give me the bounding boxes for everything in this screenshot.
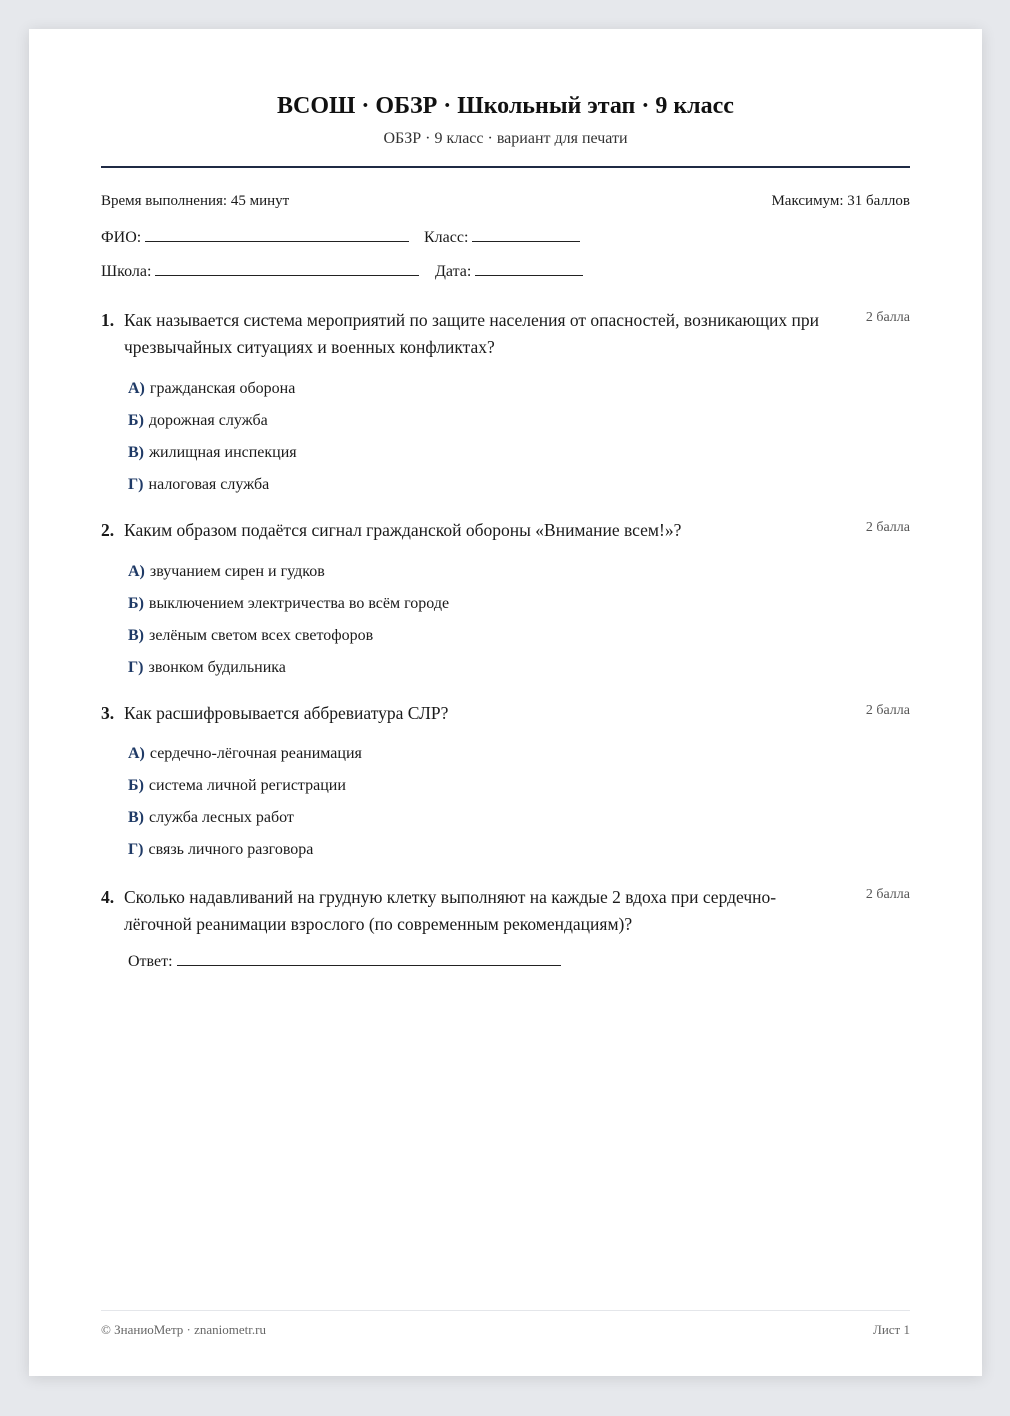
option-letter: В) bbox=[128, 627, 144, 644]
option-text: гражданская оборона bbox=[149, 380, 296, 397]
page-title: ВСОШ · ОБЗР · Школьный этап · 9 класс bbox=[277, 93, 734, 119]
options-list bbox=[101, 738, 910, 866]
date-line[interactable] bbox=[475, 259, 583, 276]
options-list bbox=[101, 556, 910, 684]
option-letter: Г) bbox=[128, 476, 144, 493]
option-text: звучанием сирен и гудков bbox=[149, 563, 325, 580]
option-letter: Г) bbox=[128, 659, 144, 676]
option-b[interactable] bbox=[101, 405, 910, 437]
option-text: связь личного разговора bbox=[148, 841, 314, 858]
school-line[interactable] bbox=[155, 259, 419, 276]
class-label: Класс: bbox=[424, 229, 469, 246]
option-text: выключением электричества во всём городе bbox=[148, 595, 450, 612]
fio-label: ФИО: bbox=[101, 229, 142, 246]
option-letter: А) bbox=[128, 563, 145, 580]
question-head bbox=[101, 884, 910, 938]
option-v[interactable] bbox=[101, 620, 910, 652]
answer-line[interactable] bbox=[177, 951, 561, 966]
question-head bbox=[101, 700, 910, 727]
option-text: дорожная служба bbox=[148, 412, 268, 429]
time-limit: Время выполнения: 45 минут bbox=[101, 193, 290, 209]
option-g[interactable] bbox=[101, 652, 910, 684]
options-list bbox=[101, 373, 910, 501]
option-letter: Б) bbox=[128, 595, 144, 612]
question-number: 1. bbox=[101, 310, 115, 330]
date-field bbox=[435, 259, 583, 281]
footer-copyright: © ЗнаниоМетр · znaniometr.ru bbox=[101, 1322, 266, 1337]
option-text: система личной регистрации bbox=[148, 777, 346, 794]
footer-page-number: Лист 1 bbox=[873, 1322, 910, 1337]
answer-label: Ответ: bbox=[128, 953, 173, 970]
question-4 bbox=[101, 884, 910, 971]
option-text: сердечно-лёгочная реанимация bbox=[149, 745, 362, 762]
page-subtitle: ОБЗР · 9 класс · вариант для печати bbox=[383, 130, 628, 147]
question-3 bbox=[101, 700, 910, 866]
question-text: Как расшифровывается аббревиатура СЛР? bbox=[124, 703, 449, 723]
option-a[interactable] bbox=[101, 556, 910, 588]
option-text: звонком будильника bbox=[148, 659, 286, 676]
class-line[interactable] bbox=[472, 225, 580, 242]
question-text: Сколько надавливаний на грудную клетку выполняют на каждые 2 вдоха при сердечно-лёгочной реанимации взрослого (по современным рекомендациям)? bbox=[124, 887, 777, 934]
question-points: 2 балла bbox=[865, 310, 910, 325]
option-letter: Б) bbox=[128, 412, 144, 429]
fio-field bbox=[101, 225, 409, 247]
class-field bbox=[424, 225, 580, 247]
option-v[interactable] bbox=[101, 437, 910, 469]
school-label: Школа: bbox=[101, 263, 152, 280]
question-1 bbox=[101, 307, 910, 501]
option-text: зелёным светом всех светофоров bbox=[149, 627, 374, 644]
question-head bbox=[101, 517, 910, 544]
sheet-content bbox=[101, 29, 910, 1376]
question-points: 2 балла bbox=[865, 887, 910, 902]
option-b[interactable] bbox=[101, 770, 910, 802]
question-number: 2. bbox=[101, 520, 115, 540]
question-number: 4. bbox=[101, 887, 115, 907]
footer-divider bbox=[101, 1310, 910, 1311]
question-2 bbox=[101, 517, 910, 684]
question-head bbox=[101, 307, 910, 361]
question-number: 3. bbox=[101, 703, 115, 723]
option-g[interactable] bbox=[101, 469, 910, 501]
option-text: налоговая служба bbox=[148, 476, 270, 493]
question-text: Как называется система мероприятий по защите населения от опасностей, возникающих при чрезвычайных ситуациях и военных конфликтах? bbox=[124, 310, 819, 357]
question-points: 2 балла bbox=[865, 703, 910, 718]
option-g[interactable] bbox=[101, 834, 910, 866]
question-text: Каким образом подаётся сигнал гражданской обороны «Внимание всем!»? bbox=[124, 520, 682, 540]
option-letter: В) bbox=[128, 444, 144, 461]
question-points: 2 балла bbox=[865, 520, 910, 535]
exam-sheet bbox=[29, 29, 982, 1376]
max-score: Максимум: 31 баллов bbox=[771, 193, 910, 209]
option-letter: А) bbox=[128, 745, 145, 762]
answer-field bbox=[101, 951, 910, 971]
option-text: служба лесных работ bbox=[149, 809, 294, 826]
school-field bbox=[101, 259, 419, 281]
option-text: жилищная инспекция bbox=[149, 444, 297, 461]
option-b[interactable] bbox=[101, 588, 910, 620]
option-a[interactable] bbox=[101, 373, 910, 405]
option-v[interactable] bbox=[101, 802, 910, 834]
header-divider bbox=[101, 166, 910, 168]
option-letter: В) bbox=[128, 809, 144, 826]
option-letter: Г) bbox=[128, 841, 144, 858]
option-letter: А) bbox=[128, 380, 145, 397]
option-a[interactable] bbox=[101, 738, 910, 770]
fio-line[interactable] bbox=[145, 225, 409, 242]
option-letter: Б) bbox=[128, 777, 144, 794]
date-label: Дата: bbox=[435, 263, 472, 280]
